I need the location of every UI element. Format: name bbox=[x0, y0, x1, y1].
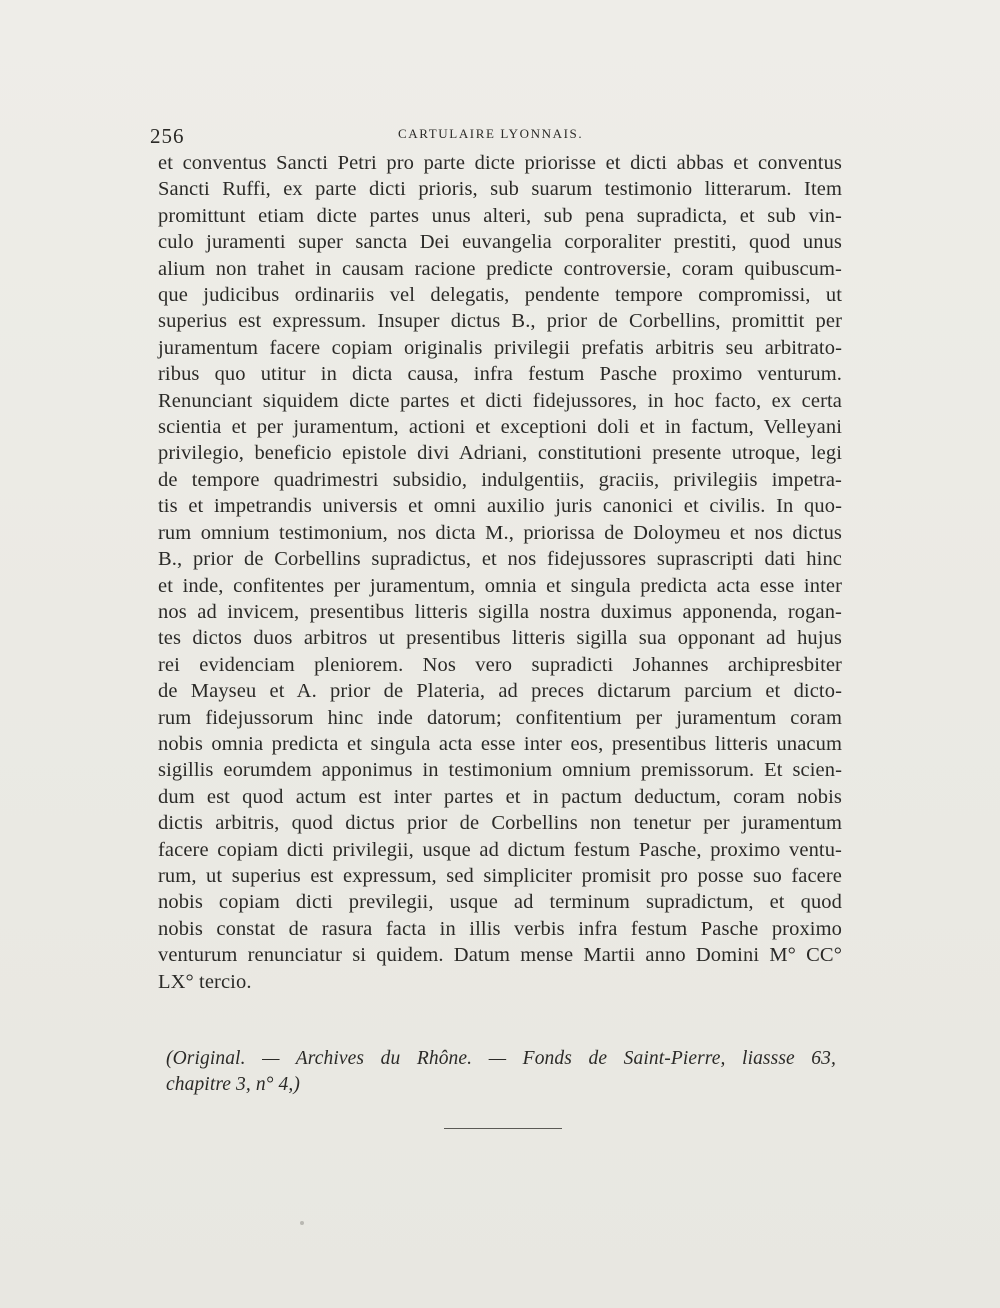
text-line: nos ad invicem, presentibus litteris sigilla nostra duximus apponenda, rogan- bbox=[158, 600, 842, 623]
citation-line: chapitre 3, n° 4,) bbox=[166, 1074, 300, 1095]
text-line: promittunt etiam dicte partes unus alteri, sub pena supradicta, et sub vin- bbox=[158, 204, 842, 227]
text-line: culo juramenti super sancta Dei euvangelia corporaliter prestiti, quod unus bbox=[158, 231, 842, 254]
text-line: de Mayseu et A. prior de Plateria, ad preces dictarum parcium et dicto- bbox=[158, 680, 842, 703]
source-citation bbox=[166, 1046, 836, 1098]
text-line: rum omnium testimonium, nos dicta M., priorissa de Doloymeu et nos dictus bbox=[158, 521, 842, 544]
text-line: ribus quo utitur in dicta causa, infra festum Pasche proximo venturum. bbox=[158, 363, 842, 386]
text-line: dum est quod actum est inter partes et in pactum deductum, coram nobis bbox=[158, 785, 842, 808]
citation-line: (Original. — Archives du Rhône. — Fonds de Saint-Pierre, liassse 63, bbox=[166, 1048, 836, 1069]
text-line: facere copiam dicti privilegii, usque ad dictum festum Pasche, proximo ventu- bbox=[158, 838, 842, 861]
page-header bbox=[150, 122, 840, 152]
text-line: et inde, confitentes per juramentum, omnia et singula predicta acta esse inter bbox=[158, 574, 842, 597]
body-text bbox=[158, 150, 842, 995]
paper-speck bbox=[300, 1221, 304, 1225]
text-line: dictis arbitris, quod dictus prior de Corbellins non tenetur per juramentum bbox=[158, 812, 842, 835]
text-line: de tempore quadrimestri subsidio, indulgentiis, graciis, privilegiis impetra- bbox=[158, 468, 842, 491]
text-line: Renunciant siquidem dicte partes et dicti fidejussores, in hoc facto, ex certa bbox=[158, 389, 842, 412]
text-line: nobis copiam dicti previlegii, usque ad terminum supradictum, et quod bbox=[158, 891, 842, 914]
text-line: LX° tercio. bbox=[158, 970, 252, 993]
running-title: CARTULAIRE LYONNAIS. bbox=[398, 126, 584, 141]
text-line: nobis omnia predicta et singula acta esse inter eos, presentibus litteris unacum bbox=[158, 732, 842, 755]
text-line: Sancti Ruffi, ex parte dicti prioris, sub suarum testimonio litterarum. Item bbox=[158, 178, 842, 201]
text-line: scientia et per juramentum, actioni et exceptioni doli et in factum, Velleyani bbox=[158, 416, 842, 439]
text-line: sigillis eorumdem apponimus in testimonium omnium premissorum. Et scien- bbox=[158, 759, 842, 782]
text-line: privilegio, beneficio epistole divi Adriani, constitutioni presente utroque, legi bbox=[158, 442, 842, 465]
text-line: rum fidejussorum hinc inde datorum; confitentium per juramentum coram bbox=[158, 706, 842, 729]
text-line: venturum renunciatur si quidem. Datum mense Martii anno Domini M° CC° bbox=[158, 944, 842, 967]
text-line: juramentum facere copiam originalis privilegii prefatis arbitris seu arbitrato- bbox=[158, 336, 842, 359]
text-line: que judicibus ordinariis vel delegatis, pendente tempore compromissi, ut bbox=[158, 284, 842, 307]
section-divider bbox=[444, 1128, 562, 1129]
text-line: rei evidenciam pleniorem. Nos vero supradicti Johannes archipresbiter bbox=[158, 653, 842, 676]
text-line: B., prior de Corbellins supradictus, et nos fidejussores suprascripti dati hinc bbox=[158, 548, 842, 571]
text-line: alium non trahet in causam racione predicte controversie, coram quibuscum- bbox=[158, 257, 842, 280]
text-line: et conventus Sancti Petri pro parte dicte priorisse et dicti abbas et conventus bbox=[158, 152, 842, 174]
text-line: nobis constat de rasura facta in illis verbis infra festum Pasche proximo bbox=[158, 917, 842, 940]
text-line: tis et impetrandis universis et omni auxilio juris canonici et civilis. In quo- bbox=[158, 495, 842, 518]
text-line: superius est expressum. Insuper dictus B., prior de Corbellins, promittit per bbox=[158, 310, 842, 333]
text-line: tes dictos duos arbitros ut presentibus litteris sigilla sua opponant ad hujus bbox=[158, 627, 842, 650]
page-number: 256 bbox=[150, 124, 185, 148]
text-line: rum, ut superius est expressum, sed simpliciter promisit pro posse suo facere bbox=[158, 864, 842, 887]
